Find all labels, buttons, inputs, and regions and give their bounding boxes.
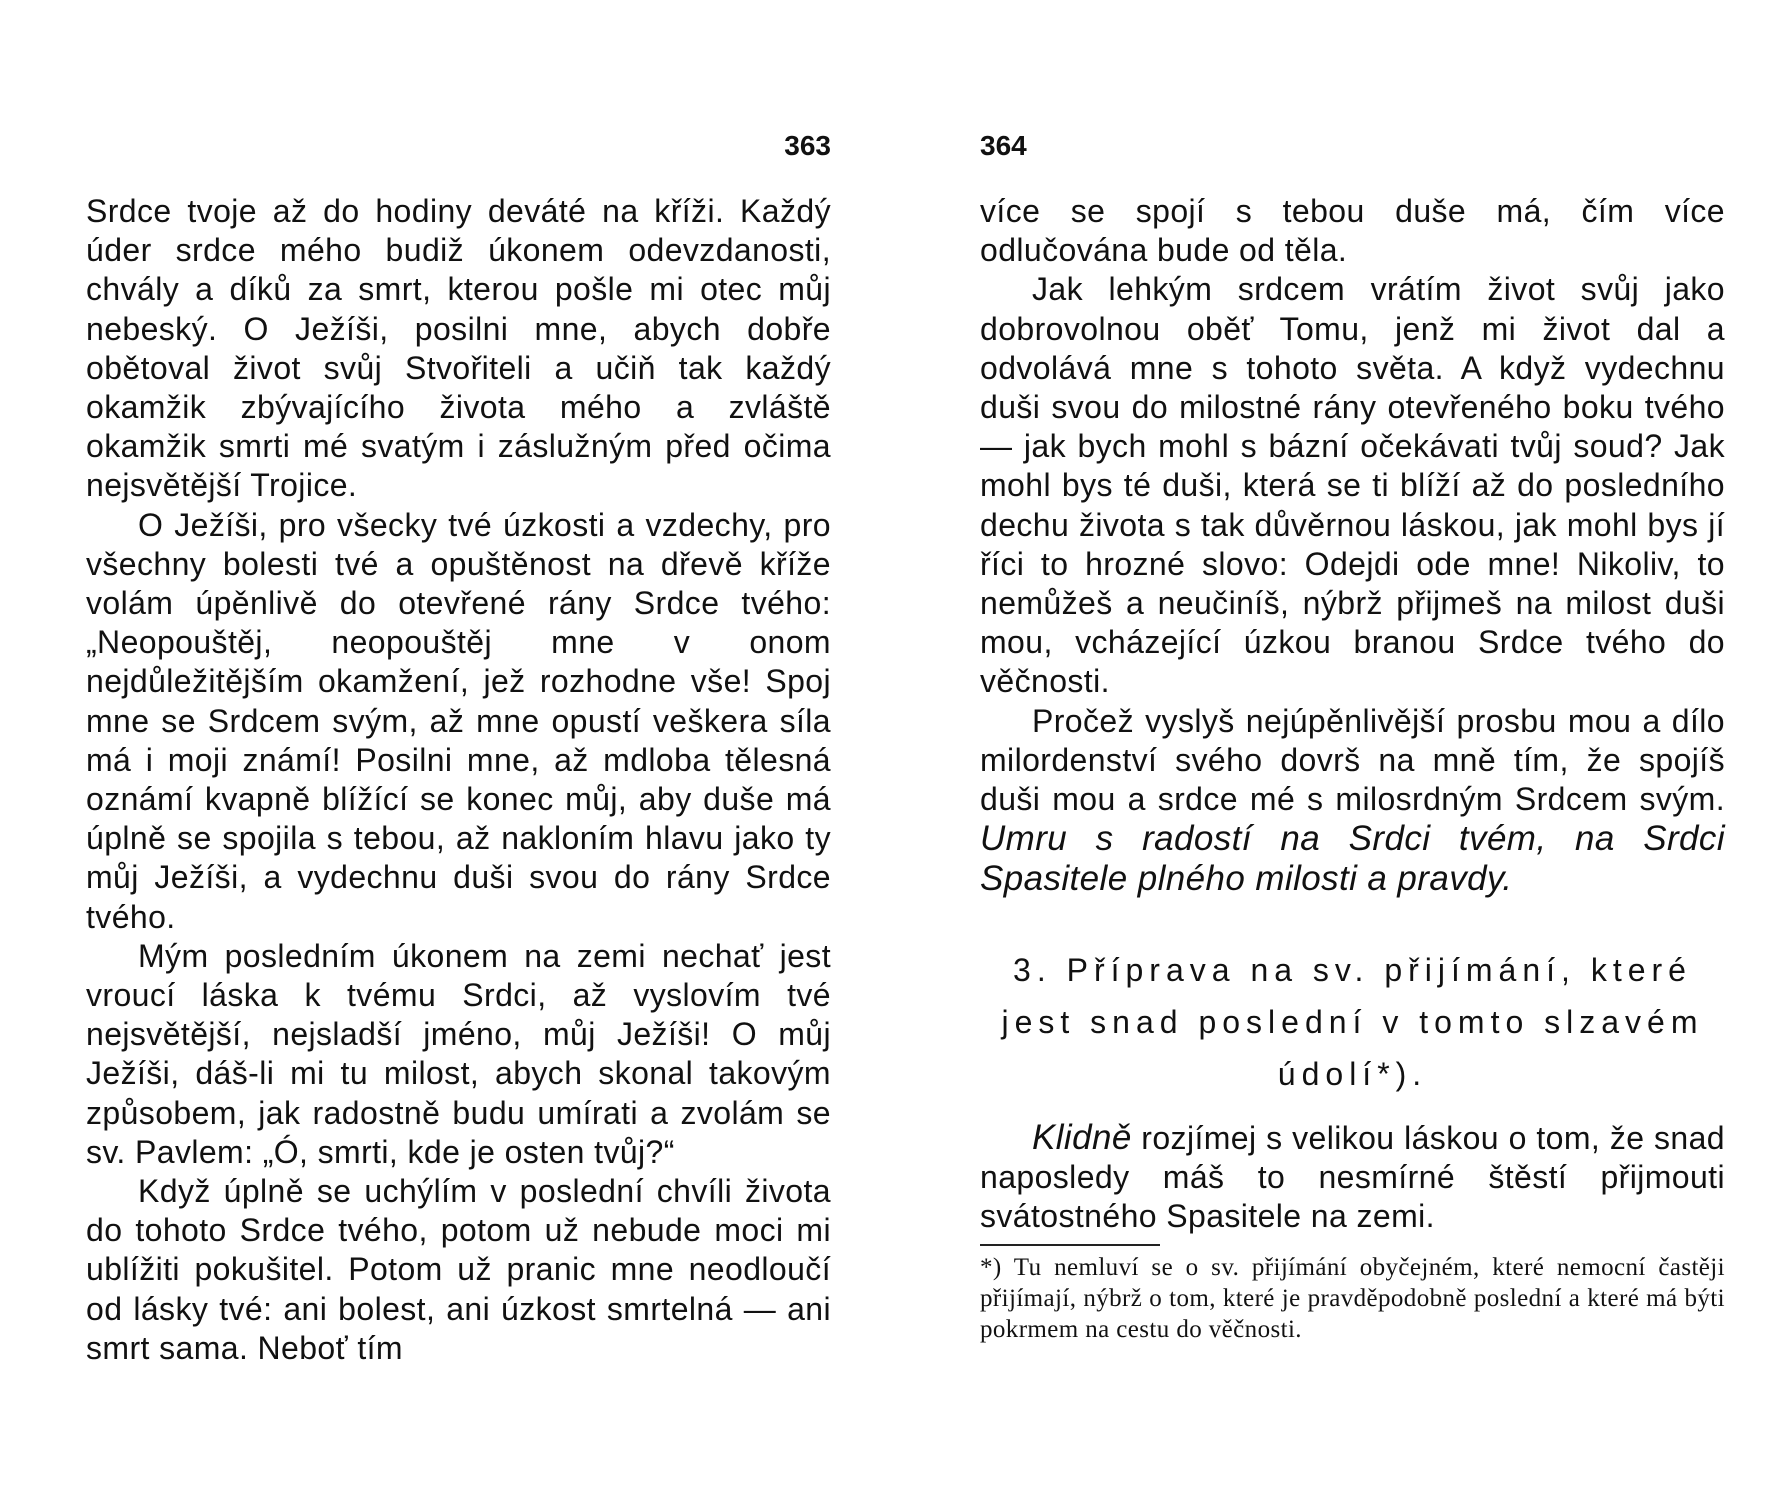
footnote-divider	[980, 1244, 1160, 1246]
right-page-body	[980, 192, 1725, 1345]
meditation-text: rozjímej s velikou láskou o tom, že snad naposledy máš to nesmírné štěstí přijmouti svátostného Spasitele na zemi.	[980, 1119, 1725, 1235]
lead-italic-word: Klidně	[1032, 1117, 1132, 1157]
prayer-text: Pročež vyslyš nejúpěnlivější prosbu mou a dílo milordenství svého dovrš na mně tím, že spojíš duši mou a srdce mé s milosrdným Srdcem svým.	[980, 702, 1725, 818]
section-heading: 3. Příprava na sv. přijímání, které jest snad poslední v tomto slzavém údolí*).	[1001, 951, 1704, 1092]
page-number-left: 363	[784, 130, 831, 161]
left-paragraph: Srdce tvoje až do hodiny deváté na kříži. Každý úder srdce mého budiž úkonem odevzdanosti, chvály a díků za smrt, kterou pošle mi otec můj nebeský. O Ježíši, posilni mne, abych dobře obětoval život svůj Stvořiteli a učiň tak každý okamžik zbývajícího života mého a zvláště okamžik smrti mé svatým i záslužným před očima nejsvětější Trojice.	[86, 193, 831, 504]
right-paragraph-meditation	[980, 1118, 1725, 1237]
right-paragraph: Jak lehkým srdcem vrátím život svůj jako dobrovolnou oběť Tomu, jenž mi život dal a odvolává mne s tohoto světa. A když vydechnu duši svou do milostné rány otevřeného boku tvého — jak bych mohl s bázní očekávati tvůj soud? Jak mohl bys té duši, která se ti blíží až do posledního dechu života s tak důvěrnou láskou, jak mohl bys jí říci to hrozné slovo: Odejdi ode mne! Nikoliv, to nemůžeš a neučiníš, nýbrž přijmeš na milost duši mou, vcházející úzkou branou Srdce tvého do věčnosti.	[980, 271, 1725, 700]
prayer-italic-text: Umru s radostí na Srdci tvém, na Srdci Spasitele plného milosti a pravdy.	[980, 819, 1725, 899]
page-number-right: 364	[980, 130, 1027, 161]
left-paragraph: Mým posledním úkonem na zemi nechať jest vroucí láska k tvému Srdci, až vyslovím tvé nejsvětější, nejsladší jméno, můj Ježíši! O můj Ježíši, dáš-li mi tu milost, abych skonal takovým způsobem, jak radostně budu umírati a zvolám se sv. Pavlem: „Ó, smrti, kde je osten tvůj?“	[86, 937, 831, 1170]
left-paragraph: Když úplně se uchýlím v poslední chvíli života do tohoto Srdce tvého, potom už nebude moci mi ublížiti pokušitel. Potom už pranic mne neodloučí od lásky tvé: ani bolest, ani úzkost smrtelná — ani smrt sama. Neboť tím	[86, 1173, 831, 1366]
footnote	[980, 1252, 1725, 1345]
left-page-body	[86, 192, 831, 1368]
left-paragraph: O Ježíši, pro všecky tvé úzkosti a vzdechy, pro všechny bolesti tvé a opuštěnost na dřevě kříže volám úpěnlivě do otevřené rány Srdce tvého: „Neopouštěj, neopouštěj mne v onom nejdůležitějším okamžení, jež rozhodne vše! Spoj mne se Srdcem svým, až mne opustí veškera síla má i moji známí! Posilni mne, až mdloba tělesná oznámí kvapně blížící se konec můj, aby duše má úplně se spojila s tebou, až nakloním hlavu jako ty můj Ježíši, a vydechnu duši svou do rány Srdce tvého.	[86, 506, 831, 935]
right-paragraph: více se spojí s tebou duše má, čím více odlučována bude od těla.	[980, 193, 1725, 269]
footnote-text: *) Tu nemluví se o sv. přijímání obyčejném, které nemocní častěji přijímají, nýbrž o tom, které je pravděpodobně poslední a které má býti pokrmem na cestu do věčnosti.	[980, 1254, 1725, 1344]
right-paragraph-prayer	[980, 702, 1725, 900]
